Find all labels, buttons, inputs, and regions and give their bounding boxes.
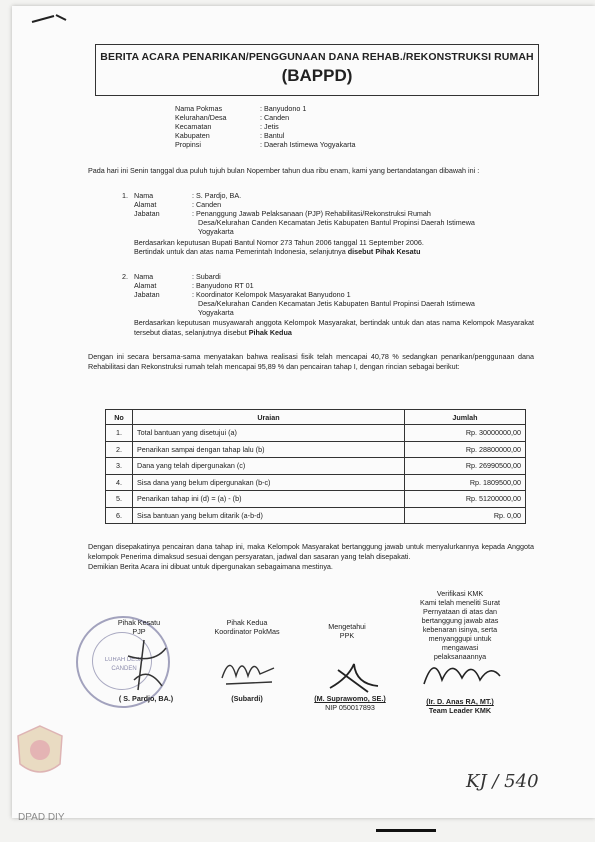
party1-nama: : S. Pardjo, BA.: [192, 191, 242, 200]
party2-jabatan-label: Jabatan: [134, 290, 160, 299]
signature-pihak-kedua: [205, 618, 289, 636]
signer-role: Pihak Kedua: [226, 618, 268, 627]
row-no: 1.: [106, 425, 133, 442]
table-header-row: [106, 410, 526, 425]
party1-jabatan: : Penanggung Jawab Pelaksanaan (PJP) Rehabilitasi/Rekonstruksi Rumah: [192, 209, 431, 218]
party1-bertindak-text: Bertindak untuk dan atas nama Pemerintah Indonesia, selanjutnya: [134, 247, 348, 256]
identity-value-3: : Jetis: [260, 122, 279, 131]
row-jumlah: Rp. 0,00: [405, 507, 526, 524]
header-jumlah: Jumlah: [405, 410, 526, 425]
row-uraian: Dana yang telah dipergunakan (c): [133, 458, 405, 475]
signature-pihak-kesatu: [104, 618, 174, 636]
signer-name-4: (Ir. D. Anas RA, MT.): [426, 697, 494, 706]
table-row: [106, 441, 526, 458]
party2-dasar: [134, 318, 534, 337]
row-no: 4.: [106, 474, 133, 491]
table-row: [106, 474, 526, 491]
table-row: [106, 507, 526, 524]
identity-value-4: : Bantul: [260, 131, 285, 140]
row-no: 5.: [106, 491, 133, 508]
footer-watermark: DPAD DIY: [18, 812, 65, 823]
document-title: BERITA ACARA PENARIKAN/PENGGUNAAN DANA REHAB./REKONSTRUKSI RUMAH: [100, 51, 534, 63]
closing-paragraph: Dengan disepakatinya pencairan dana tahap ini, maka Kelompok Masyarakat bertanggung jawab untuk menyalurkannya kepada Anggota kelompok Penerima dimaksud sesuai dengan persyaratan, jadwal dan sasaran yang telah disepakati.: [88, 542, 534, 561]
identity-value-2: : Canden: [260, 113, 290, 122]
row-no: 6.: [106, 507, 133, 524]
party1-jabatan-label: Jabatan: [134, 209, 160, 218]
verification-line: pelaksanaannya: [433, 652, 487, 661]
identity-label-1: Nama Pokmas: [175, 104, 223, 113]
signer-title: Koordinator PokMas: [214, 627, 280, 636]
verification-line: bertanggung jawab atas: [421, 616, 499, 625]
signer-name-1: ( S. Pardjo, BA.): [118, 694, 174, 703]
verification-line: Kami telah meneliti Surat: [420, 598, 500, 607]
party2-jabatan-line2: Desa/Kelurahan Canden Kecamatan Jetis Kabupaten Bantul Propinsi Daerah Istimewa: [198, 299, 475, 308]
party2-sebutan: Pihak Kedua: [248, 327, 292, 337]
closing-statement: Demikian Berita Acara ini dibuat untuk dipergunakan sebagaimana mestinya.: [88, 562, 333, 571]
row-uraian: Penarikan tahap ini (d) = (a) - (b): [133, 491, 405, 508]
party2-alamat-label: Alamat: [134, 281, 157, 290]
identity-value-5: : Daerah Istimewa Yogyakarta: [260, 140, 356, 149]
signer-title: PPK: [339, 631, 355, 640]
row-no: 2.: [106, 441, 133, 458]
document-acronym: (BAPPD): [281, 66, 353, 85]
party2-nama: : Subardi: [192, 272, 221, 281]
signature-scribble-4: [418, 650, 504, 692]
pen-mark: [30, 10, 70, 26]
row-jumlah: Rp. 51200000,00: [405, 491, 526, 508]
identity-label-3: Kecamatan: [175, 122, 212, 131]
signer-role: Mengetahui: [328, 622, 366, 631]
verification-line: Verifikasi KMK: [436, 589, 484, 598]
verification-line: Pernyataan di atas dan: [423, 607, 497, 616]
signer-title: PJP: [132, 627, 146, 636]
row-jumlah: Rp. 26990500,00: [405, 458, 526, 475]
scan-bar: [376, 829, 436, 832]
party1-jabatan-line2: Desa/Kelurahan Canden Kecamatan Jetis Kabupaten Bantul Propinsi Daerah Istimewa: [198, 218, 475, 227]
signer-role: Pihak Kesatu: [117, 618, 161, 627]
signer-name-2: (Subardi): [231, 694, 263, 703]
party2-number: 2.: [122, 272, 128, 281]
party1-alamat: : Canden: [192, 200, 222, 209]
document-sheet: [12, 6, 595, 818]
body-paragraph: Dengan ini secara bersama-sama menyatakan bahwa realisasi fisik telah mencapai 40,78 % sedangkan penarikan/penggunaan dana Rehabilitasi dan Rekonstruksi rumah telah mencapai 95,89 % dan pencairan tahap I, dengan rincian sebagai berikut:: [88, 352, 534, 371]
party2-jabatan-line3: Yogyakarta: [198, 308, 234, 317]
identity-label-5: Propinsi: [175, 140, 201, 149]
identity-label-4: Kabupaten: [175, 131, 210, 140]
row-uraian: Total bantuan yang disetujui (a): [133, 425, 405, 442]
party1-bertindak: [134, 247, 420, 256]
identity-value-1: : Banyudono 1: [260, 104, 307, 113]
party1-sebutan: disebut Pihak Kesatu: [347, 247, 421, 256]
stamp-text: LURAH DESA CANDEN: [104, 657, 144, 672]
signature-mengetahui: [312, 622, 382, 640]
row-jumlah: Rp. 30000000,00: [405, 425, 526, 442]
archive-logo-watermark: [14, 724, 66, 782]
party2-alamat: : Banyudono RT 01: [192, 281, 254, 290]
verification-line: menyanggupi untuk mengawasi: [428, 634, 492, 652]
row-jumlah: Rp. 1809500,00: [405, 474, 526, 491]
title-box: [95, 44, 539, 96]
signature-scribble-2: [218, 648, 278, 688]
signer-name-3: (M. Suprawomo, SE.): [314, 694, 386, 703]
party1-jabatan-line3: Yogyakarta: [198, 227, 234, 236]
row-uraian: Penarikan sampai dengan tahap lalu (b): [133, 441, 405, 458]
row-no: 3.: [106, 458, 133, 475]
row-uraian: Sisa dana yang belum dipergunakan (b-c): [133, 474, 405, 491]
signer-title-4: Team Leader KMK: [428, 706, 492, 715]
intro-paragraph: Pada hari ini Senin tanggal dua puluh tujuh bulan Nopember tahun dua ribu enam, kami yang bertandatangan dibawah ini :: [88, 166, 480, 175]
table-row: [106, 491, 526, 508]
party2-dasar-text: Berdasarkan keputusan musyawarah anggota Kelompok Masyarakat, bertindak untuk dan atas nama Kelompok Masyarakat tersebut diatas, selanjutnya disebut: [134, 318, 534, 337]
party1-nama-label: Nama: [134, 191, 154, 200]
party1-dasar: Berdasarkan keputusan Bupati Bantul Nomor 273 Tahun 2006 tanggal 11 September 2006.: [134, 238, 424, 247]
identity-label-2: Kelurahan/Desa: [175, 113, 227, 122]
verification-line: kebenaran isinya, serta: [422, 625, 498, 634]
party1-alamat-label: Alamat: [134, 200, 157, 209]
row-jumlah: Rp. 28800000,00: [405, 441, 526, 458]
row-uraian: Sisa bantuan yang belum ditarik (a-b-d): [133, 507, 405, 524]
party2-jabatan: : Koordinator Kelompok Masyarakat Banyudono 1: [192, 290, 351, 299]
header-no: No: [106, 410, 133, 425]
party1-number: 1.: [122, 191, 128, 200]
signer-nip-3: NIP 050017893: [325, 703, 375, 712]
signature-scribble-3: [324, 654, 384, 696]
header-uraian: Uraian: [133, 410, 405, 425]
handwritten-note: KJ / 540: [466, 771, 539, 792]
table-row: [106, 425, 526, 442]
rincian-table: [105, 409, 526, 524]
table-row: [106, 458, 526, 475]
signature-scribble-1: [114, 636, 174, 694]
party2-nama-label: Nama: [134, 272, 154, 281]
